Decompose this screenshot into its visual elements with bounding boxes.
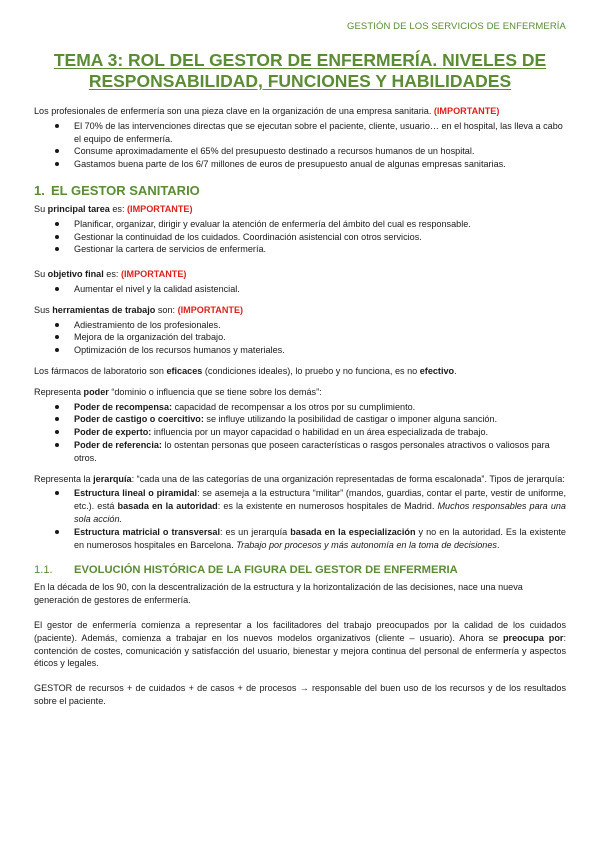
document-title [34,50,566,92]
list-item: Poder de experto: influencia por un mayor capacidad o habilidad en un área especializada de trabajo. [34,426,566,439]
task-intro: Su principal tarea es: (IMPORTANTE) [34,203,193,214]
running-header: GESTIÓN DE LOS SERVICIOS DE ENFERMERÍA [346,21,566,32]
list-item: Poder de castigo o coercitivo: se influye utilizando la posibilidad de castigar o imponer alguna sanción. [34,413,566,426]
drugs-paragraph: Los fármacos de laboratorio son eficaces (condiciones ideales), lo pruebo y no funciona, es no efectivo. [34,365,457,376]
important-tag: (IMPORTANTE) [177,304,244,315]
power-list [34,401,566,465]
list-item: Gestionar la cartera de servicios de enfermería. [34,243,566,256]
power-intro: Representa poder “dominio o influencia que se tiene sobre los demás”: [34,386,322,397]
important-tag: (IMPORTANTE) [120,269,187,280]
tools-intro: Sus herramientas de trabajo son: (IMPORTANTE) [34,304,244,315]
intro-paragraph: Los profesionales de enfermería son una pieza clave en la organización de una empresa sanitaria. (IMPORTANTE) [34,106,500,116]
intro-list [34,120,566,171]
list-item: Estructura lineal o piramidal: se asemeja a la estructura “militar” (mandos, guardias, contar el parte, vestir de uniforme, etc.). está basada en la autoridad: es la existente en numerosos hospitales de Madrid. Muchos responsables para una sola acción. [34,487,566,525]
list-item: Poder de referencia: lo ostentan personas que poseen características o rasgos personales atractivos o valiosos para otros. [34,439,566,465]
objective-intro: Su objetivo final es: (IMPORTANTE) [34,269,187,280]
list-item: El 70% de las intervenciones directas que se ejecutan sobre el paciente, cliente, usuario… en el hospital, las lleva a cabo el equipo de enfermería. [34,120,566,146]
document-body [34,105,566,708]
section-heading-1-1: 1.1. EVOLUCIÓN HISTÓRICA DE LA FIGURA DEL GESTOR DE ENFERMERIA [34,564,458,577]
list-item: Poder de recompensa: capacidad de recompensar a los otros por su cumplimiento. [34,401,566,414]
title-line-1: TEMA 3: ROL DEL GESTOR DE ENFERMERÍA. NIVELES DE [53,50,547,70]
list-item: Aumentar el nivel y la calidad asistencial. [34,283,566,296]
history-paragraph-2: El gestor de enfermería comienza a representar a los facilitadores del trabajo preocupados por la calidad de los cuidados (paciente). Además, comienza a trabajar en los nuevos modelos organizativos (cliente – usuario). Ahora se preocupa por: contención de costes, comunicación y satisfacción del usuario, bienestar y mejora continua del personal de enfermería y aspectos éticos y legales. [34,619,566,669]
history-paragraph-3: GESTOR de recursos + de cuidados + de casos + de procesos → responsable del buen uso de los recursos y de los resultados sobre el paciente. [34,683,566,706]
list-item: Planificar, organizar, dirigir y evaluar la atención de enfermería del ámbito del cual es responsable. [34,218,566,231]
list-item: Mejora de la organización del trabajo. [34,331,566,344]
history-paragraph-1: En la década de los 90, con la descentralización de la estructura y la horizontalización de las decisiones, nace una nueva generación de gestores de enfermería. [34,582,523,606]
list-item: Adiestramiento de los profesionales. [34,319,566,332]
list-item: Gestionar la continuidad de los cuidados. Coordinación asistencial con otros servicios. [34,231,566,244]
list-item: Optimización de los recursos humanos y materiales. [34,344,566,357]
important-tag: (IMPORTANTE) [433,106,500,116]
objective-list [34,283,566,296]
list-item: Consume aproximadamente el 65% del presupuesto destinado a recursos humanos de un hospital. [34,145,566,158]
section-heading-1: 1. EL GESTOR SANITARIO [34,182,200,198]
tools-list [34,319,566,357]
important-tag: (IMPORTANTE) [127,203,193,214]
task-list [34,218,566,256]
list-item: Gastamos buena parte de los 6/7 millones de euros de presupuesto anual de algunas empresas sanitarias. [34,158,566,171]
hierarchy-list [34,487,566,551]
title-line-2: RESPONSABILIDAD, FUNCIONES Y HABILIDADES [88,71,512,91]
list-item: Estructura matricial o transversal: es un jerarquía basada en la especialización y no en la autoridad. Es la existente en numerosos hospitales en Barcelona. Trabajo por procesos y más autonomía en la toma de decisiones. [34,526,566,552]
hierarchy-intro: Representa la jerarquía: “cada una de las categorías de una organización representadas de forma escalonada”. Tipos de jerarquía: [34,473,565,484]
